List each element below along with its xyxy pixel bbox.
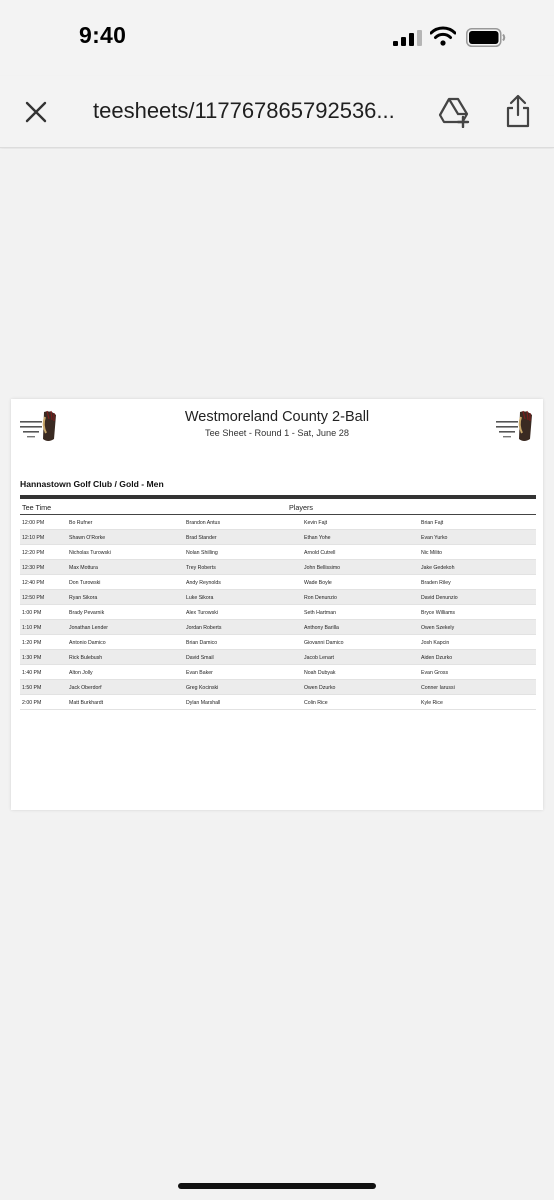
player-cell: Evan Gross <box>421 669 449 676</box>
player-cell: Arnold Cutrell <box>304 549 336 556</box>
table-row <box>20 650 536 665</box>
player-cell: Evan Yurko <box>421 534 448 541</box>
player-cell: Noah Dubyak <box>304 669 336 676</box>
tee-time-cell: 1:30 PM <box>22 654 42 661</box>
tee-sheet-page <box>11 399 543 810</box>
player-cell: Ryan Sikora <box>69 594 98 601</box>
player-cell: Max Mottura <box>69 564 98 571</box>
player-cell: Luke Sikora <box>186 594 214 601</box>
player-cell: Conner Iarussi <box>421 684 455 691</box>
player-cell: Josh Kapcin <box>421 639 450 646</box>
close-icon <box>25 101 47 123</box>
player-cell: Alex Turowski <box>186 609 218 616</box>
table-row <box>20 620 536 635</box>
column-header-players: Players <box>289 503 313 512</box>
status-bar <box>0 0 554 76</box>
tee-time-cell: 1:40 PM <box>22 669 42 676</box>
player-cell: Giovanni Damico <box>304 639 344 646</box>
home-indicator[interactable] <box>178 1183 376 1189</box>
column-header-tee-time: Tee Time <box>22 503 52 512</box>
tee-time-cell: 1:10 PM <box>22 624 42 631</box>
share-icon <box>503 94 533 128</box>
add-to-drive-button[interactable] <box>438 96 472 128</box>
browser-toolbar <box>0 76 554 148</box>
player-cell: Greg Kocinski <box>186 684 219 691</box>
table-row <box>20 515 536 530</box>
player-cell: Brandon Antus <box>186 519 221 526</box>
tee-time-cell: 12:40 PM <box>22 579 45 586</box>
tee-time-cell: 12:20 PM <box>22 549 45 556</box>
player-cell: Anthony Barilla <box>304 624 339 631</box>
table-row <box>20 665 536 680</box>
tee-time-cell: 2:00 PM <box>22 699 42 706</box>
player-cell: Don Turowski <box>69 579 101 586</box>
wifi-icon <box>430 26 456 46</box>
table-row <box>20 680 536 695</box>
player-cell: Jack Oberdorf <box>69 684 102 691</box>
tee-time-cell: 12:10 PM <box>22 534 45 541</box>
tee-time-cell: 1:20 PM <box>22 639 42 646</box>
table-row <box>20 605 536 620</box>
table-row <box>20 545 536 560</box>
player-cell: Jordan Roberts <box>186 624 222 631</box>
share-button[interactable] <box>503 94 533 128</box>
player-cell: David Denunzio <box>421 594 458 601</box>
close-button[interactable] <box>22 98 50 126</box>
player-cell: Dylan Marshall <box>186 699 221 706</box>
tee-time-cell: 12:50 PM <box>22 594 45 601</box>
table-row <box>20 590 536 605</box>
player-cell: Nicholas Turowski <box>69 549 111 556</box>
player-cell: Seth Hartman <box>304 609 337 616</box>
player-cell: David Smail <box>186 654 214 661</box>
player-cell: Kevin Fajt <box>304 519 328 526</box>
player-cell: Owen Dzurko <box>304 684 336 691</box>
player-cell: Bo Rufner <box>69 519 93 526</box>
player-cell: Aiden Dzurko <box>421 654 453 661</box>
player-cell: Brady Pevarnik <box>69 609 105 616</box>
tee-time-cell: 1:50 PM <box>22 684 42 691</box>
table-row <box>20 530 536 545</box>
tee-time-cell: 12:00 PM <box>22 519 45 526</box>
player-cell: Bryce Williams <box>421 609 456 616</box>
player-cell: Nic Milito <box>421 549 443 556</box>
table-row <box>20 695 536 710</box>
player-cell: Andy Reynolds <box>186 579 221 586</box>
player-cell: Matt Burkhardt <box>69 699 104 706</box>
table-row <box>20 560 536 575</box>
table-row <box>20 635 536 650</box>
tee-time-cell: 12:30 PM <box>22 564 45 571</box>
player-cell: Jake Gedekoh <box>421 564 455 571</box>
player-cell: Brad Stander <box>186 534 217 541</box>
sheet-subtitle: Tee Sheet - Round 1 - Sat, June 28 <box>204 428 350 438</box>
section-divider <box>20 495 536 499</box>
player-cell: Nolan Shilling <box>186 549 218 556</box>
course-name: Hannastown Golf Club / Gold - Men <box>20 479 164 489</box>
player-cell: Jacob Lenart <box>304 654 334 661</box>
battery-icon <box>466 28 506 47</box>
player-cell: Trey Roberts <box>186 564 216 571</box>
player-cell: Shawn O'Rorke <box>69 534 106 541</box>
player-cell: Ethan Yohe <box>304 534 331 541</box>
player-cell: Kyle Rice <box>421 699 443 706</box>
player-cell: Braden Riley <box>421 579 451 586</box>
player-cell: Ron Denunzio <box>304 594 337 601</box>
player-cell: Alton Jolly <box>69 669 93 676</box>
player-cell: Rick Bulebush <box>69 654 103 661</box>
sheet-title: Westmoreland County 2-Ball <box>184 409 370 425</box>
player-cell: Evan Baker <box>186 669 213 676</box>
player-cell: Owen Szekely <box>421 624 455 631</box>
player-cell: Brian Fajt <box>421 519 444 526</box>
player-cell: Colin Rice <box>304 699 328 706</box>
player-cell: Antonio Damico <box>69 639 106 646</box>
add-to-drive-icon <box>438 96 472 128</box>
cellular-signal-icon <box>393 30 423 46</box>
tee-time-table <box>20 515 536 710</box>
player-cell: Wade Boyle <box>304 579 332 586</box>
table-row <box>20 575 536 590</box>
player-cell: John Bellissimo <box>304 564 341 571</box>
status-time: 9:40 <box>79 22 127 48</box>
player-cell: Brian Damico <box>186 639 218 646</box>
tee-time-cell: 1:00 PM <box>22 609 42 616</box>
player-cell: Jonathan Lender <box>69 624 108 631</box>
url-text[interactable]: teesheets/117767865792536... <box>93 98 395 123</box>
